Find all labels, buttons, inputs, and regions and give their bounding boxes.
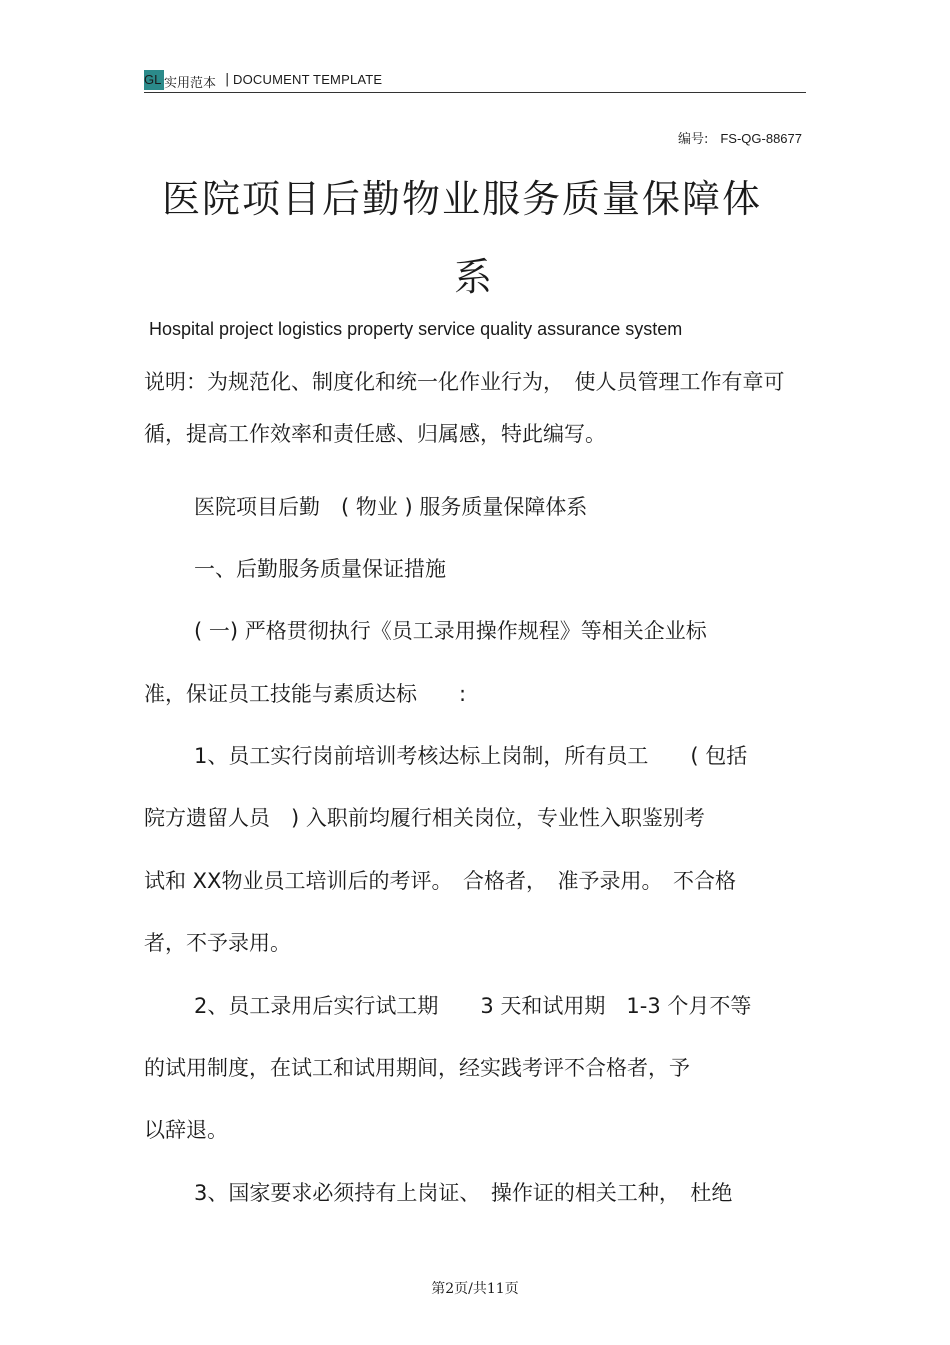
body-line: 循，提高工作效率和责任感、归属感，特此编写。 xyxy=(144,422,606,446)
header-separator: | xyxy=(225,72,230,87)
document-number-label: 编号: xyxy=(677,132,709,147)
document-subtitle-en: Hospital project logistics property service quality assurance system xyxy=(149,319,683,339)
body-line: 以辞退。 xyxy=(144,1118,228,1142)
body-line: 试和 XX物业员工培训后的考评。 合格者， 准予录用。 不合格 xyxy=(144,869,736,893)
document-header xyxy=(144,70,806,93)
body-line: 准，保证员工技能与素质达标 : xyxy=(144,682,467,706)
body-line: 医院项目后勤 ( 物业 ) 服务质量保障体系 xyxy=(194,495,588,519)
body-line: 者，不予录用。 xyxy=(144,931,291,955)
document-title-line-1: 医院项目后勤物业服务质量保障体 xyxy=(162,177,763,221)
document-number xyxy=(678,128,802,147)
document-title-line-2: 系 xyxy=(454,255,493,299)
body-line: 的试用制度，在试工和试用期间，经实践考评不合格者，予 xyxy=(144,1056,690,1080)
document-number-value: FS-QG-88677 xyxy=(720,131,802,146)
body-line: 1、员工实行岗前培训考核达标上岗制，所有员工 ( 包括 xyxy=(194,744,748,768)
body-line: 院方遗留人员 ) 入职前均履行相关岗位，专业性入职鉴别考 xyxy=(144,806,705,830)
section-heading: 一、后勤服务质量保证措施 xyxy=(194,557,446,581)
body-line: 2、员工录用后实行试工期 3 天和试用期 1-3 个月不等 xyxy=(194,994,752,1018)
body-line: 3、国家要求必须持有上岗证、 操作证的相关工种， 杜绝 xyxy=(194,1181,733,1205)
header-brand-cn: 实用范本 xyxy=(164,76,217,91)
logo-text: GL xyxy=(144,72,162,87)
body-line: ( 一) 严格贯彻执行《员工录用操作规程》等相关企业标 xyxy=(194,619,707,643)
page-footer: 第2页/共11页 xyxy=(431,1281,519,1297)
header-brand-en: DOCUMENT TEMPLATE xyxy=(233,72,383,87)
body-line: 说明：为规范化、制度化和统一化作业行为， 使人员管理工作有章可 xyxy=(144,370,785,394)
